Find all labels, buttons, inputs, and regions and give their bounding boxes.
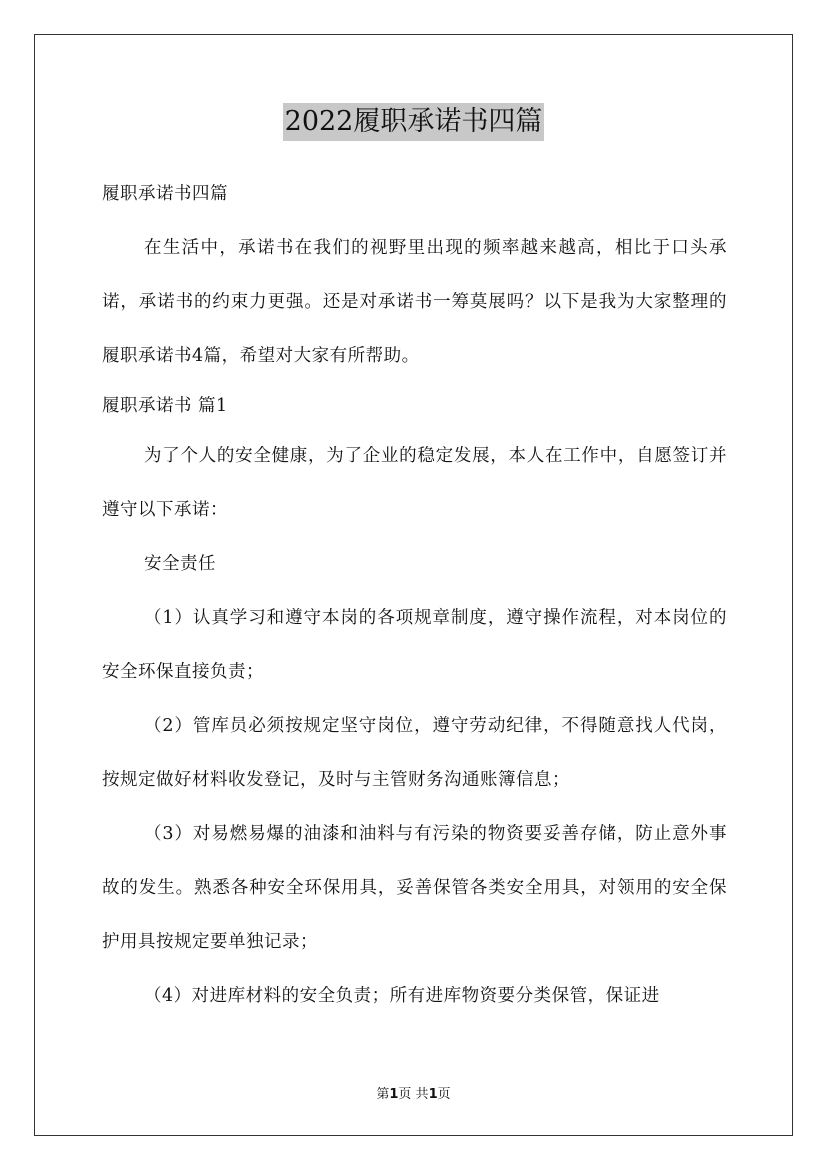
intro-paragraph: 在生活中，承诺书在我们的视野里出现的频率越来越高，相比于口头承诺，承诺书的约束力更强。还是对承诺书一筹莫展吗？以下是我为大家整理的履职承诺书4篇，希望对大家有所帮助。: [102, 238, 727, 366]
document-subtitle: 履职承诺书四篇: [102, 184, 228, 204]
document-title: 2022履职承诺书四篇: [283, 103, 545, 141]
footer-page-total: 1: [428, 1087, 438, 1102]
document-body: [102, 174, 727, 1023]
footer-mid: 页 共: [398, 1087, 429, 1102]
page-footer: [0, 1083, 827, 1102]
list-item: （3）对易燃易爆的油漆和油料与有污染的物资要妥善存储，防止意外事故的发生。熟悉各种安全环保用具，妥善保管各类安全用具，对领用的安全保护用具按规定要单独记录；: [102, 824, 727, 952]
footer-prefix: 第: [376, 1087, 390, 1102]
document-title-container: [0, 103, 827, 141]
list-item: （1）认真学习和遵守本岗的各项规章制度，遵守操作流程，对本岗位的安全环保直接负责；: [102, 608, 727, 682]
footer-page-number: 1: [389, 1087, 399, 1102]
footer-suffix: 页: [437, 1087, 451, 1102]
safety-heading: 安全责任: [144, 554, 216, 574]
list-item: （2）管库员必须按规定坚守岗位，遵守劳动纪律，不得随意找人代岗，按规定做好材料收发登记，及时与主管财务沟通账簿信息；: [102, 716, 727, 790]
section-heading: 履职承诺书 篇1: [102, 396, 228, 416]
section-intro-paragraph: 为了个人的安全健康，为了企业的稳定发展，本人在工作中，自愿签订并遵守以下承诺：: [102, 446, 727, 520]
list-item: （4）对进库材料的安全负责；所有进库物资要分类保管，保证进: [144, 986, 660, 1006]
